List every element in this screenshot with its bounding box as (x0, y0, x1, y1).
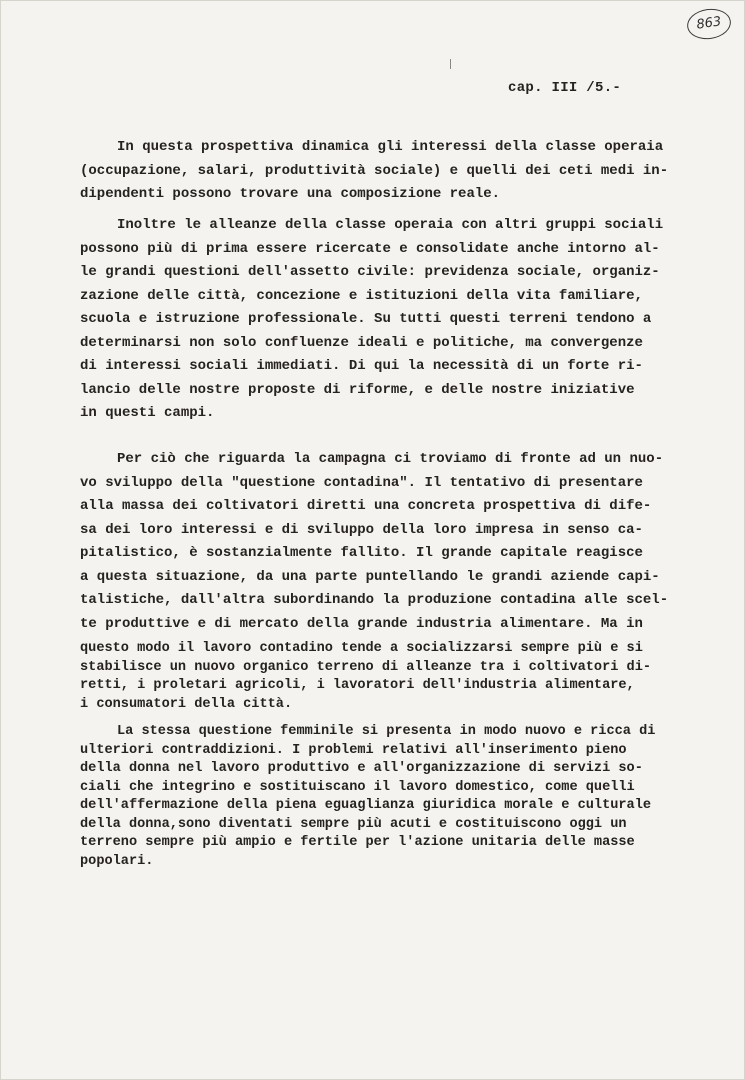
text-line: scuola e istruzione professionale. Su tutti questi terreni tendono a (80, 311, 652, 327)
folio-number-stamp: 863 (685, 6, 733, 42)
text-line: La stessa questione femminile si presenta in modo nuovo e ricca di (117, 724, 656, 739)
text-line: della donna nel lavoro produttivo e all'organizzazione di servizi so- (80, 761, 643, 776)
text-line: dell'affermazione della piena eguaglianza giuridica morale e culturale (80, 798, 652, 813)
text-line: determinarsi non solo confluenze ideali e politiche, ma convergenze (80, 334, 643, 351)
text-line: In questa prospettiva dinamica gli interessi della classe operaia (117, 139, 664, 155)
text-line: sa dei loro interessi e di sviluppo della loro impresa in senso ca- (80, 521, 643, 538)
text-line: popolari. (80, 853, 154, 869)
paragraph-1 (80, 136, 700, 207)
text-line: te produttive e di mercato della grande industria alimentare. Ma in (80, 615, 643, 632)
paragraph-3-continued (80, 640, 700, 714)
text-line: in questi campi. (80, 405, 215, 421)
text-line: retti, i proletari agricoli, i lavoratori dell'industria alimentare, (80, 678, 635, 693)
text-line: alla massa dei coltivatori diretti una concreta prospettiva di dife- (80, 498, 652, 514)
text-line: talistiche, dall'altra subordinando la produzione contadina alle scel- (80, 592, 669, 608)
text-line: possono più di prima essere ricercate e consolidate anche intorno al- (80, 240, 660, 257)
text-line: zazione delle città, concezione e istituzioni della vita familiare, (80, 287, 643, 304)
chapter-label: cap. III /5.- (508, 80, 622, 96)
text-line: della donna,sono diventati sempre più acuti e costituiscono oggi un (80, 816, 627, 832)
text-line: ulteriori contraddizioni. I problemi relativi all'inserimento pieno (80, 742, 627, 758)
text-line: dipendenti possono trovare una composizione reale. (80, 186, 501, 202)
paragraph-2 (80, 214, 700, 426)
text-line: Inoltre le alleanze della classe operaia con altri gruppi sociali (117, 217, 664, 233)
text-line: stabilisce un nuovo organico terreno di alleanze tra i coltivatori di- (80, 659, 652, 675)
text-line: terreno sempre più ampio e fertile per l'azione unitaria delle masse (80, 835, 635, 850)
text-line: le grandi questioni dell'assetto civile: previdenza sociale, organiz- (80, 264, 660, 280)
text-line: pitalistico, è sostanzialmente fallito. Il grande capitale reagisce (80, 545, 643, 561)
text-line: ciali che integrino e sostituiscano il lavoro domestico, come quelli (80, 779, 635, 795)
text-line: vo sviluppo della "questione contadina". Il tentativo di presentare (80, 474, 643, 491)
paragraph-3 (80, 448, 700, 636)
text-line: a questa situazione, da una parte puntellando le grandi aziende capi- (80, 568, 660, 585)
text-line: lancio delle nostre proposte di riforme, e delle nostre iniziative (80, 381, 635, 398)
text-line: i consumatori della città. (80, 696, 293, 712)
text-line: questo modo il lavoro contadino tende a socializzarsi sempre più e si (80, 641, 643, 656)
paragraph-4 (80, 723, 700, 871)
text-line: (occupazione, salari, produttività sociale) e quelli dei ceti medi in- (80, 162, 669, 179)
margin-mark (450, 59, 451, 69)
text-line: Per ciò che riguarda la campagna ci troviamo di fronte ad un nuo- (117, 451, 664, 467)
text-line: di interessi sociali immediati. Di qui la necessità di un forte ri- (80, 358, 643, 374)
